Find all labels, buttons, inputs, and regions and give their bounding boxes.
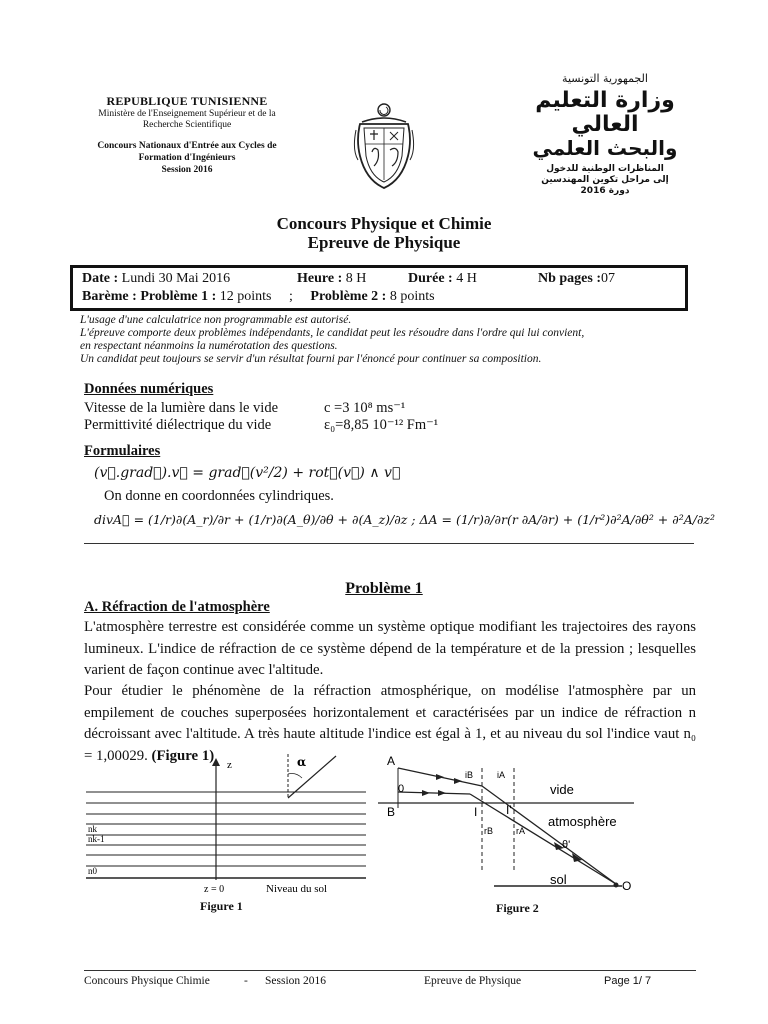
footer-dash: -: [244, 975, 248, 987]
z-axis-label: z: [227, 759, 232, 771]
contest-title: Concours Physique et Chimie: [276, 214, 492, 233]
exam-info-box: [70, 265, 688, 311]
section-divider: [84, 543, 694, 544]
point-a-label: A: [387, 754, 396, 768]
footer-session: Session 2016: [265, 975, 327, 987]
figure2-refraction-diagram: [378, 752, 634, 902]
instructions-notes: [80, 314, 700, 366]
alpha-label: α: [297, 755, 307, 769]
country-name: REPUBLIQUE TUNISIENNE: [106, 94, 268, 108]
note-line: L'usage d'une calculatrice non programmable est autorisé.: [80, 314, 352, 326]
pages-label: Nb pages :: [538, 271, 602, 286]
layer-nk-label: nk: [88, 824, 97, 834]
point-b-label: B: [387, 805, 396, 819]
date-label: Date :: [82, 271, 119, 286]
problem1-points-label: Problème 1 :: [140, 289, 217, 304]
session-arabic: دورة 2016: [580, 186, 630, 196]
figure1-caption: Figure 1: [200, 899, 243, 913]
point-o-label: O: [622, 879, 632, 893]
problem1-points-value: 12 points: [219, 289, 272, 304]
z-zero-label: z = 0: [204, 884, 225, 895]
ray-a-refracted: [482, 786, 616, 884]
pages-field: [538, 271, 615, 287]
layer-nk1-label: nk-1: [88, 834, 105, 844]
formulaires-heading: Formulaires: [84, 443, 161, 459]
note-line: Un candidat peut toujours se servir d'un résultat fourni par l'énoncé pour continuer sa composition.: [80, 353, 542, 365]
ground-level-label: Niveau du sol: [266, 883, 328, 895]
problem2-points-label: Problème 2 :: [310, 289, 387, 304]
bareme-label: Barème :: [82, 289, 137, 304]
points-separator: ;: [289, 289, 293, 304]
pages-value: 07: [601, 271, 616, 286]
permittivity-value: ε₀=8,85 10⁻¹² Fm⁻¹: [324, 417, 439, 433]
exam-title: Epreuve de Physique: [307, 233, 461, 252]
point-i-label: I: [474, 805, 478, 819]
cylindrical-coordinates-note: On donne en coordonnées cylindriques.: [104, 488, 334, 504]
angle-rb-label: rB: [484, 826, 493, 836]
angle-ia-label: iA: [497, 770, 506, 780]
contest-arabic-2: إلى مراحل تكوين المهندسين: [541, 175, 669, 185]
ray-b-lower: [398, 792, 470, 794]
duree-label: Durée :: [408, 271, 453, 286]
atmosphere-layer-lines: [86, 792, 366, 878]
ministry-line-2: Recherche Scientifique: [142, 120, 232, 130]
footer-contest: Concours Physique Chimie: [84, 975, 210, 987]
permittivity-label: Permittivité diélectrique du vide: [84, 417, 272, 433]
problem1-paragraph-2-text: Pour étudier le phénomène de la réfraction atmosphérique, on modélise l'atmosphère par un empilement de couches superposées horizontalement et caractérisées par un indice de réfraction n décroissant avec l'altitude. A très haute altitude l'indice est égal à 1, et au niveau du sol l'indice vaut n₀ = 1,00029.: [84, 683, 696, 764]
angle-theta-label: θ': [562, 839, 571, 851]
heure-value: 8 H: [345, 271, 367, 286]
point-i-prime-label: I': [506, 803, 512, 817]
ray-b-refracted: [470, 794, 616, 884]
ground-label: sol: [550, 872, 567, 887]
heure-label: Heure :: [297, 271, 343, 286]
note-line: L'épreuve comporte deux problèmes indépendants, le candidat peut les résoudre dans l'ordre qui lui convient,: [80, 327, 585, 339]
origin-zero-label: 0: [398, 783, 405, 795]
republic-arabic: الجمهورية التونسية: [562, 72, 648, 85]
layer-n0-label: n0: [88, 866, 97, 876]
figure1-reference: (Figure 1): [151, 747, 215, 764]
session-label: Session 2016: [161, 165, 213, 175]
problem1-paragraph-1: L'atmosphère terrestre est considérée comme un système optique modifiant les trajectoires des rayons lumineux. L'indice de réfraction de ce système dépend de la température et de la pression ; lesquelles varient de façon continue avec l'altitude.: [84, 619, 696, 678]
z-axis-arrowhead: [212, 758, 220, 766]
note-line: en respectant néanmoins la numérotation des questions.: [80, 340, 338, 352]
header-left-block: [72, 94, 302, 176]
atmosphere-label: atmosphère: [548, 814, 617, 829]
vacuum-label: vide: [550, 782, 574, 797]
formula-convective-derivative: (v⃗.grad⃗).v⃗ = grad⃗(v²/2) + rot⃗(v⃗) ∧ v⃗: [94, 465, 401, 481]
observer-point: [614, 883, 619, 888]
contest-line-2: Formation d'Ingénieurs: [138, 153, 236, 163]
duration-field: [408, 271, 477, 287]
angle-ra-label: rA: [516, 826, 525, 836]
contest-line-1: Concours Nationaux d'Entrée aux Cycles de: [97, 141, 277, 151]
problem1-heading: Problème 1: [345, 580, 423, 597]
date-value: Lundi 30 Mai 2016: [121, 271, 231, 286]
footer-page-number: Page 1/ 7: [604, 975, 652, 987]
ministry-line-1: Ministère de l'Enseignement Supérieur et de la: [98, 109, 276, 119]
footer-exam: Epreuve de Physique: [424, 975, 522, 987]
figure1-layers-diagram: [86, 752, 366, 902]
date-field: [82, 271, 230, 287]
angle-ib-label: iB: [465, 770, 474, 780]
alpha-angle-arc: [288, 774, 302, 779]
ministry-arabic-2: والبحث العلمي: [532, 136, 678, 160]
header-right-block: [520, 72, 690, 197]
footer-divider: [84, 970, 696, 971]
speed-of-light-label: Vitesse de la lumière dans le vide: [84, 400, 279, 416]
donnees-heading: Données numériques: [84, 381, 214, 397]
coat-of-arms-emblem: [352, 100, 416, 192]
section-a-heading: A. Réfraction de l'atmosphère: [84, 599, 270, 615]
bareme-field: [82, 289, 435, 305]
contest-arabic-1: المناظرات الوطنية للدخول: [546, 164, 664, 174]
figure2-caption: Figure 2: [496, 901, 539, 915]
time-field: [297, 271, 366, 287]
formula-div-laplacian: divA⃗ = (1/r)∂(A_r)/∂r + (1/r)∂(A_θ)/∂θ + ∂(A_z)/∂z ; ΔA = (1/r)∂/∂r(r ∂A/∂r) + (1/r²)∂²A/∂θ² + ∂²A/∂z²: [94, 512, 716, 527]
problem2-points-value: 8 points: [389, 289, 435, 304]
ministry-arabic-1: وزارة التعليم العالي: [535, 88, 675, 137]
duree-value: 4 H: [456, 271, 477, 286]
speed-of-light-value: c =3 10⁸ ms⁻¹: [324, 400, 406, 416]
